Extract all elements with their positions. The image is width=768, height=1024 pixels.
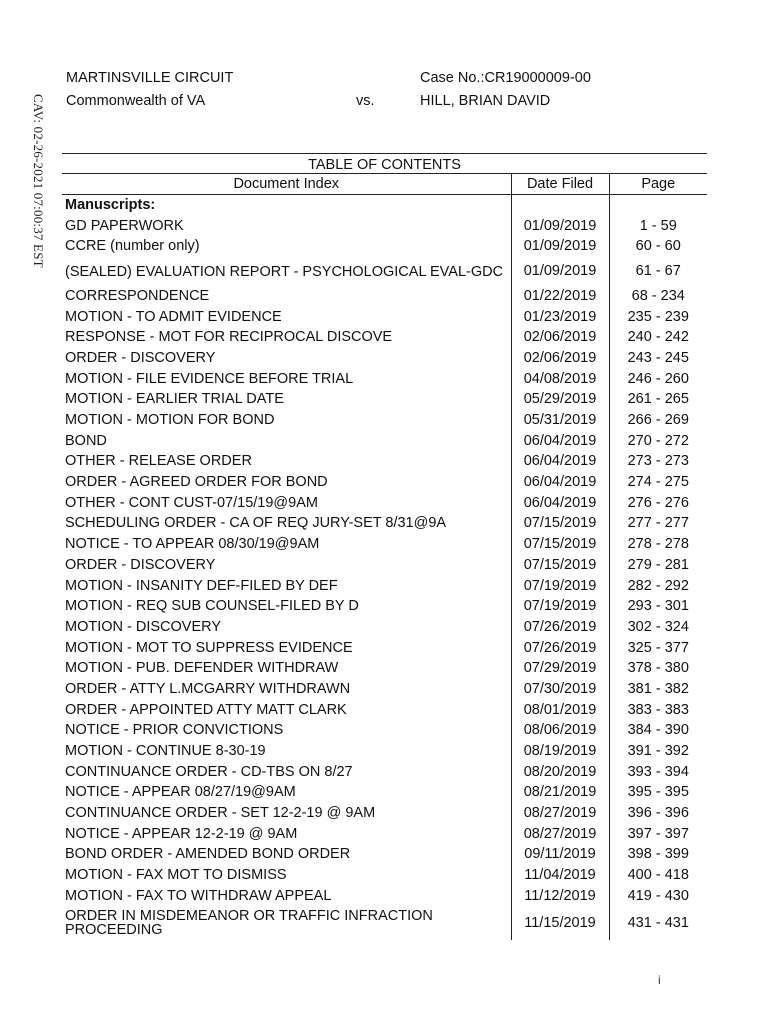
date-filed-cell: 08/01/2019 [511,700,609,721]
document-cell: CORRESPONDENCE [65,287,210,304]
date-filed-cell: 01/09/2019 [511,236,609,257]
document-cell: SCHEDULING ORDER - CA OF REQ JURY-SET 8/31@9A [65,515,447,532]
date-filed-cell: 02/06/2019 [511,327,609,348]
table-row [62,493,707,514]
date-filed-cell: 01/22/2019 [511,286,609,307]
table-row [62,741,707,762]
page-range-cell: 277 - 277 [609,514,707,535]
page-range-cell: 60 - 60 [609,236,707,257]
page-range-cell: 243 - 245 [609,348,707,369]
table-row [62,617,707,638]
document-cell: (SEALED) EVALUATION REPORT - PSYCHOLOGICAL EVAL-GDC [65,263,504,280]
date-filed-cell: 07/15/2019 [511,514,609,535]
date-filed-cell: 07/19/2019 [511,576,609,597]
court-name: MARTINSVILLE CIRCUIT [66,70,234,86]
date-filed-cell: 08/27/2019 [511,803,609,824]
page-range-cell: 68 - 234 [609,286,707,307]
date-filed-cell: 11/12/2019 [511,886,609,907]
page-range-cell: 266 - 269 [609,410,707,431]
section-label: Manuscripts: [65,196,156,213]
document-cell: ORDER - APPOINTED ATTY MATT CLARK [65,701,347,718]
table-row [62,514,707,535]
date-filed-cell: 07/15/2019 [511,555,609,576]
page-range-cell: 302 - 324 [609,617,707,638]
date-filed-cell: 04/08/2019 [511,369,609,390]
document-cell: MOTION - FILE EVIDENCE BEFORE TRIAL [65,370,354,387]
section-date-blank [511,195,609,216]
table-row [62,236,707,257]
table-row [62,907,707,940]
date-filed-cell: 07/26/2019 [511,638,609,659]
date-filed-cell: 07/15/2019 [511,534,609,555]
page-range-cell: 274 - 275 [609,472,707,493]
table-row [62,452,707,473]
page-marker: i [658,973,661,987]
page-range-cell: 279 - 281 [609,555,707,576]
date-filed-cell: 08/20/2019 [511,762,609,783]
document-cell: MOTION - CONTINUE 8-30-19 [65,743,266,760]
date-filed-cell: 08/19/2019 [511,741,609,762]
page-range-cell: 278 - 278 [609,534,707,555]
table-row [62,596,707,617]
date-filed-cell: 06/04/2019 [511,431,609,452]
date-filed-cell: 07/19/2019 [511,596,609,617]
date-filed-cell: 01/23/2019 [511,307,609,328]
table-row [62,472,707,493]
document-cell: MOTION - PUB. DEFENDER WITHDRAW [65,660,339,677]
document-cell: MOTION - FAX TO WITHDRAW APPEAL [65,887,332,904]
date-filed-cell: 07/30/2019 [511,679,609,700]
document-cell: CONTINUANCE ORDER - SET 12-2-19 @ 9AM [65,805,376,822]
document-cell: BOND ORDER - AMENDED BOND ORDER [65,846,351,863]
date-filed-cell: 07/26/2019 [511,617,609,638]
page-range-cell: 391 - 392 [609,741,707,762]
document-cell: MOTION - TO ADMIT EVIDENCE [65,308,282,325]
table-row [62,216,707,237]
section-page-blank [609,195,707,216]
date-filed-cell: 02/06/2019 [511,348,609,369]
table-row [62,327,707,348]
document-cell: MOTION - DISCOVERY [65,618,222,635]
document-cell: OTHER - RELEASE ORDER [65,453,252,470]
date-filed-cell: 01/09/2019 [511,257,609,286]
table-row [62,390,707,411]
table-row [62,865,707,886]
document-cell: NOTICE - TO APPEAR 08/30/19@9AM [65,536,320,553]
page-range-cell: 1 - 59 [609,216,707,237]
table-row [62,369,707,390]
table-row [62,257,707,286]
page-range-cell: 397 - 397 [609,824,707,845]
date-filed-cell: 06/04/2019 [511,493,609,514]
page-range-cell: 276 - 276 [609,493,707,514]
versus-label: vs. [356,93,375,109]
table-row [62,679,707,700]
document-cell: ORDER - DISCOVERY [65,349,216,366]
document-cell: MOTION - FAX MOT TO DISMISS [65,867,287,884]
document-cell: ORDER IN MISDEMEANOR OR TRAFFIC INFRACTION PROCEEDING [65,908,433,939]
defendant-name: HILL, BRIAN DAVID [420,93,551,109]
table-row [62,534,707,555]
page-range-cell: 396 - 396 [609,803,707,824]
table-row [62,431,707,452]
document-cell: ORDER - ATTY L.MCGARRY WITHDRAWN [65,680,351,697]
page-range-cell: 419 - 430 [609,886,707,907]
page-range-cell: 393 - 394 [609,762,707,783]
section-row [62,195,707,216]
column-header-page: Page [609,174,707,195]
table-row [62,700,707,721]
document-cell: NOTICE - APPEAR 08/27/19@9AM [65,784,296,801]
document-cell: BOND [65,432,107,449]
page-range-cell: 261 - 265 [609,390,707,411]
date-filed-cell: 01/09/2019 [511,216,609,237]
document-cell: MOTION - MOT TO SUPPRESS EVIDENCE [65,639,353,656]
page-range-cell: 384 - 390 [609,721,707,742]
table-row [62,762,707,783]
table-row [62,803,707,824]
table-row [62,783,707,804]
date-filed-cell: 08/27/2019 [511,824,609,845]
page-range-cell: 381 - 382 [609,679,707,700]
page-range-cell: 431 - 431 [609,907,707,940]
date-filed-cell: 05/31/2019 [511,410,609,431]
document-cell: MOTION - EARLIER TRIAL DATE [65,391,284,408]
filing-stamp: CAV: 02-26-2021 07:00:37 EST [31,94,46,268]
date-filed-cell: 06/04/2019 [511,452,609,473]
page-range-cell: 400 - 418 [609,865,707,886]
page-range-cell: 270 - 272 [609,431,707,452]
page-range-cell: 61 - 67 [609,257,707,286]
table-row [62,824,707,845]
document-cell: MOTION - INSANITY DEF-FILED BY DEF [65,577,338,594]
table-row [62,286,707,307]
table-row [62,638,707,659]
date-filed-cell: 06/04/2019 [511,472,609,493]
table-row [62,886,707,907]
page-range-cell: 383 - 383 [609,700,707,721]
document-cell: CCRE (number only) [65,238,200,255]
date-filed-cell: 08/06/2019 [511,721,609,742]
table-row [62,555,707,576]
document-cell: ORDER - DISCOVERY [65,556,216,573]
toc-title: TABLE OF CONTENTS [62,154,707,174]
table-row [62,307,707,328]
document-cell: CONTINUANCE ORDER - CD-TBS ON 8/27 [65,763,353,780]
document-cell: OTHER - CONT CUST-07/15/19@9AM [65,494,318,511]
page-range-cell: 398 - 399 [609,845,707,866]
date-filed-cell: 11/15/2019 [511,907,609,940]
page-range-cell: 240 - 242 [609,327,707,348]
page-range-cell: 378 - 380 [609,658,707,679]
case-number: Case No.:CR19000009-00 [420,70,591,86]
table-row [62,658,707,679]
column-header-date: Date Filed [511,174,609,195]
date-filed-cell: 05/29/2019 [511,390,609,411]
page-range-cell: 293 - 301 [609,596,707,617]
date-filed-cell: 07/29/2019 [511,658,609,679]
document-cell: RESPONSE - MOT FOR RECIPROCAL DISCOVE [65,329,393,346]
page-range-cell: 246 - 260 [609,369,707,390]
column-header-document: Document Index [62,174,511,195]
table-row [62,721,707,742]
document-cell: NOTICE - APPEAR 12-2-19 @ 9AM [65,825,298,842]
table-row [62,845,707,866]
document-cell: MOTION - MOTION FOR BOND [65,412,275,429]
page-range-cell: 273 - 273 [609,452,707,473]
table-row [62,348,707,369]
page-range-cell: 282 - 292 [609,576,707,597]
document-cell: NOTICE - PRIOR CONVICTIONS [65,722,284,739]
table-of-contents [62,153,707,940]
table-row [62,576,707,597]
date-filed-cell: 09/11/2019 [511,845,609,866]
table-row [62,410,707,431]
date-filed-cell: 08/21/2019 [511,783,609,804]
page-range-cell: 235 - 239 [609,307,707,328]
toc-body [62,195,707,940]
document-cell: ORDER - AGREED ORDER FOR BOND [65,474,328,491]
document-cell: MOTION - REQ SUB COUNSEL-FILED BY D [65,598,359,615]
document-cell: GD PAPERWORK [65,217,184,234]
page-range-cell: 325 - 377 [609,638,707,659]
plaintiff-name: Commonwealth of VA [66,93,206,109]
date-filed-cell: 11/04/2019 [511,865,609,886]
page-range-cell: 395 - 395 [609,783,707,804]
